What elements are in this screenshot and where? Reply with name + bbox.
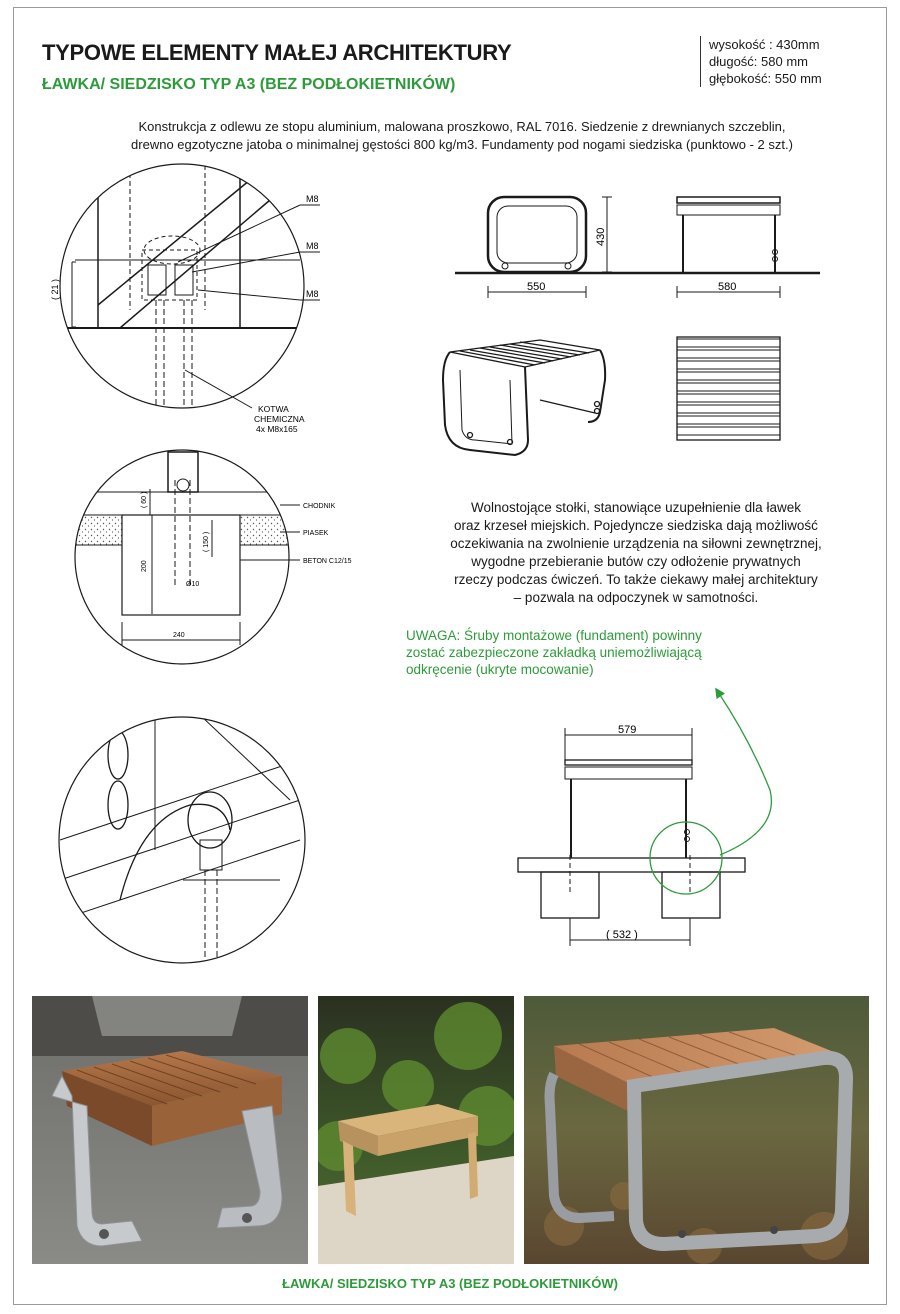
photo-bench-park [524,996,869,1264]
side-view [455,197,820,298]
warning-line: zostać zabezpieczone zakładką uniemożliwiającą [406,645,702,660]
perspective-view [443,340,605,455]
page-title: TYPOWE ELEMENTY MAŁEJ ARCHITEKTURY [42,40,512,65]
layer-concrete: BETON C12/15 [303,558,352,565]
detail-bolts [60,164,320,408]
anchor-label: CHEMICZNA [254,414,305,424]
page-subtitle: ŁAWKA/ SIEDZISKO TYP A3 (BEZ PODŁOKIETNIKÓW) [42,76,456,93]
highlight-arrow [718,692,771,855]
warning-line: UWAGA: Śruby montażowe (fundament) powinny [406,628,702,643]
dimension-height: wysokość : 430mm [709,37,820,52]
paragraph-line: wygodne przebieranie butów czy odłożenie prywatnych [471,554,801,569]
paragraph-line: oraz krzeseł miejskich. Pojedyncze siedziska dają możliwość [454,518,818,533]
warning-line: odkręcenie (ukryte mocowanie) [406,662,594,677]
detail-fixing-perspective [59,715,305,963]
bolt-label: M8 [306,194,319,204]
bolt-label: M8 [306,289,319,299]
paragraph-line: Wolnostojące stołki, stanowiące uzupełnienie dla ławek [471,500,801,515]
dim-60: ( 60 ) [141,491,148,508]
bolt-label: M8 [306,241,319,251]
layer-sand: PIASEK [303,530,329,537]
anchor-label: KOTWA [258,404,289,414]
dim-150: ( 150 ) [203,531,210,552]
description-line: drewno egzotyczne jatoba o minimalnej gęstości 800 kg/m3. Fundamenty pod nogami siedziska (punktowo - 2 szt.) [131,137,793,152]
paragraph-line: rzeczy podczas ćwiczeń. To także ciekawy małej architektury [454,572,818,587]
top-view [677,337,780,440]
front-length-label: 580 [718,281,737,293]
installation-elevation [518,728,745,946]
elevation-width-label: 579 [618,724,637,736]
paragraph-line: – pozwala na odpoczynek w samotności. [513,590,759,605]
footer-caption: ŁAWKA/ SIEDZISKO TYP A3 (BEZ PODŁOKIETNIKÓW) [282,1276,618,1291]
paragraph-line: oczekiwania na zwolnienie urządzenia na siłowni zewnętrznej, [450,536,822,551]
side-depth-label: 550 [527,281,546,293]
photo-bench-garden [318,996,514,1264]
dim-200: 200 [141,560,148,572]
warning-note [406,627,826,678]
dim-21: ( 21 ) [50,278,60,300]
description-paragraph [396,499,876,607]
dim-phi10: Ø10 [186,581,200,588]
photo-bench-indoor [32,996,308,1264]
dimension-length: długość: 580 mm [709,54,808,69]
dim-240: 240 [173,632,185,639]
layer-sidewalk: CHODNIK [303,503,336,510]
elevation-spacing-label: ( 532 ) [606,929,638,941]
side-height-label: 430 [595,227,607,246]
description-line: Konstrukcja z odlewu ze stopu aluminium, malowana proszkowo, RAL 7016. Siedzenie z drewnianych szczeblin, [138,119,786,134]
anchor-label: 4x M8x165 [256,424,298,434]
detail-foundation [70,450,300,664]
dimension-depth: głębokość: 550 mm [709,71,822,86]
